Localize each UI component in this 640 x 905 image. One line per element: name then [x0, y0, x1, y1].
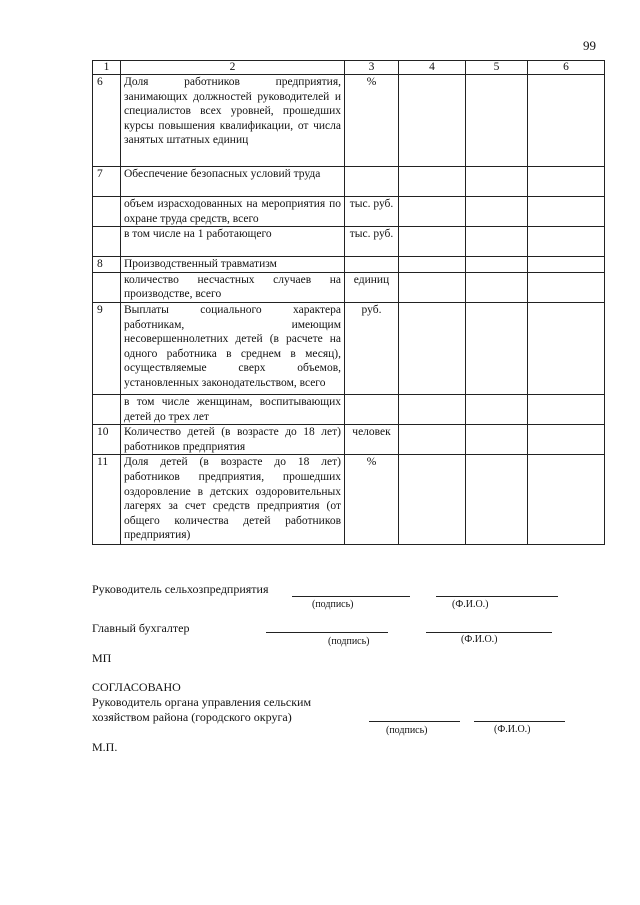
- agreed-heading: СОГЛАСОВАНО: [92, 680, 181, 694]
- header-cell: 4: [399, 61, 466, 75]
- value-cell: [528, 455, 605, 545]
- row-number: 9: [93, 302, 121, 394]
- row-unit: руб.: [345, 302, 399, 394]
- value-cell: [399, 272, 466, 302]
- value-cell: [528, 167, 605, 197]
- value-cell: [399, 75, 466, 167]
- value-cell: [466, 425, 528, 455]
- value-cell: [466, 197, 528, 227]
- value-cell: [466, 167, 528, 197]
- stamp-place-2: М.П.: [92, 740, 118, 754]
- row-number: [93, 272, 121, 302]
- header-cell: 2: [121, 61, 345, 75]
- row-unit: тыс. руб.: [345, 197, 399, 227]
- row-number: 7: [93, 167, 121, 197]
- authority-line-1: Руководитель органа управления сельским: [92, 695, 312, 709]
- value-cell: [528, 425, 605, 455]
- table-row: [93, 394, 605, 424]
- row-unit: тыс. руб.: [345, 227, 399, 257]
- value-cell: [399, 394, 466, 424]
- value-cell: [399, 455, 466, 545]
- row-unit: [345, 394, 399, 424]
- table-row: [93, 227, 605, 257]
- row-unit: человек: [345, 425, 399, 455]
- value-cell: [399, 167, 466, 197]
- accountant-fio-line: [426, 632, 552, 633]
- row-indicator: Производственный травматизм: [121, 257, 345, 273]
- row-indicator: Выплаты социального характера работникам, имеющим несовершеннолетних детей (в расчете на одного работника в среднем в месяц), осуществляемые сверх объемов, установленных законодательством, всего: [121, 302, 345, 394]
- header-cell: 6: [528, 61, 605, 75]
- authority-line-2: хозяйством района (городского округа): [92, 710, 292, 724]
- value-cell: [466, 75, 528, 167]
- row-unit: [345, 257, 399, 273]
- authority-fio-caption: (Ф.И.О.): [494, 724, 531, 735]
- table-row: [93, 302, 605, 394]
- head-fio-line: [436, 596, 558, 597]
- accountant-label: Главный бухгалтер: [92, 621, 190, 635]
- row-number: [93, 197, 121, 227]
- value-cell: [466, 394, 528, 424]
- value-cell: [528, 394, 605, 424]
- row-indicator: количество несчастных случаев на производстве, всего: [121, 272, 345, 302]
- value-cell: [399, 302, 466, 394]
- head-signature-line: [292, 596, 410, 597]
- value-cell: [528, 227, 605, 257]
- row-number: 8: [93, 257, 121, 273]
- header-cell: 1: [93, 61, 121, 75]
- value-cell: [528, 257, 605, 273]
- page-number: 99: [583, 38, 596, 53]
- row-unit: единиц: [345, 272, 399, 302]
- row-number: [93, 394, 121, 424]
- table-row: [93, 167, 605, 197]
- row-unit: [345, 167, 399, 197]
- head-label: Руководитель сельхозпредприятия: [92, 582, 269, 596]
- row-number: 11: [93, 455, 121, 545]
- authority-fio-line: [474, 721, 565, 722]
- value-cell: [399, 425, 466, 455]
- table-row: [93, 197, 605, 227]
- row-indicator: в том числе женщинам, воспитывающих детей до трех лет: [121, 394, 345, 424]
- value-cell: [528, 197, 605, 227]
- accountant-fio-caption: (Ф.И.О.): [461, 634, 498, 645]
- value-cell: [466, 272, 528, 302]
- accountant-signature-line: [266, 632, 388, 633]
- row-indicator: Доля работников предприятия, занимающих должностей руководителей и специалистов всех уровней, прошедших курсы повышения квалификации, от числа занятых штатных единиц: [121, 75, 345, 167]
- table-row: [93, 425, 605, 455]
- row-number: [93, 227, 121, 257]
- row-indicator: Количество детей (в возрасте до 18 лет) работников предприятия: [121, 425, 345, 455]
- value-cell: [528, 75, 605, 167]
- row-indicator: в том числе на 1 работающего: [121, 227, 345, 257]
- value-cell: [466, 227, 528, 257]
- table-row: [93, 455, 605, 545]
- value-cell: [466, 455, 528, 545]
- row-indicator: объем израсходованных на мероприятия по охране труда средств, всего: [121, 197, 345, 227]
- value-cell: [466, 257, 528, 273]
- value-cell: [528, 302, 605, 394]
- value-cell: [399, 197, 466, 227]
- authority-signature-line: [369, 721, 460, 722]
- accountant-signature-caption: (подпись): [328, 636, 370, 647]
- head-signature-caption: (подпись): [312, 599, 354, 610]
- table-row: [93, 257, 605, 273]
- authority-signature-caption: (подпись): [386, 725, 428, 736]
- table-row: [93, 75, 605, 167]
- row-unit: %: [345, 455, 399, 545]
- row-indicator: Обеспечение безопасных условий труда: [121, 167, 345, 197]
- row-number: 6: [93, 75, 121, 167]
- table-header-row: [93, 61, 605, 75]
- row-indicator: Доля детей (в возрасте до 18 лет) работников предприятия, прошедших оздоровление в детских оздоровительных лагерях за счет средств предприятия (от общего количества детей работников предприятия): [121, 455, 345, 545]
- table-row: [93, 272, 605, 302]
- value-cell: [399, 257, 466, 273]
- head-fio-caption: (Ф.И.О.): [452, 599, 489, 610]
- value-cell: [528, 272, 605, 302]
- report-table: [92, 60, 605, 545]
- header-cell: 3: [345, 61, 399, 75]
- row-unit: %: [345, 75, 399, 167]
- stamp-place: МП: [92, 651, 112, 665]
- value-cell: [466, 302, 528, 394]
- row-number: 10: [93, 425, 121, 455]
- value-cell: [399, 227, 466, 257]
- header-cell: 5: [466, 61, 528, 75]
